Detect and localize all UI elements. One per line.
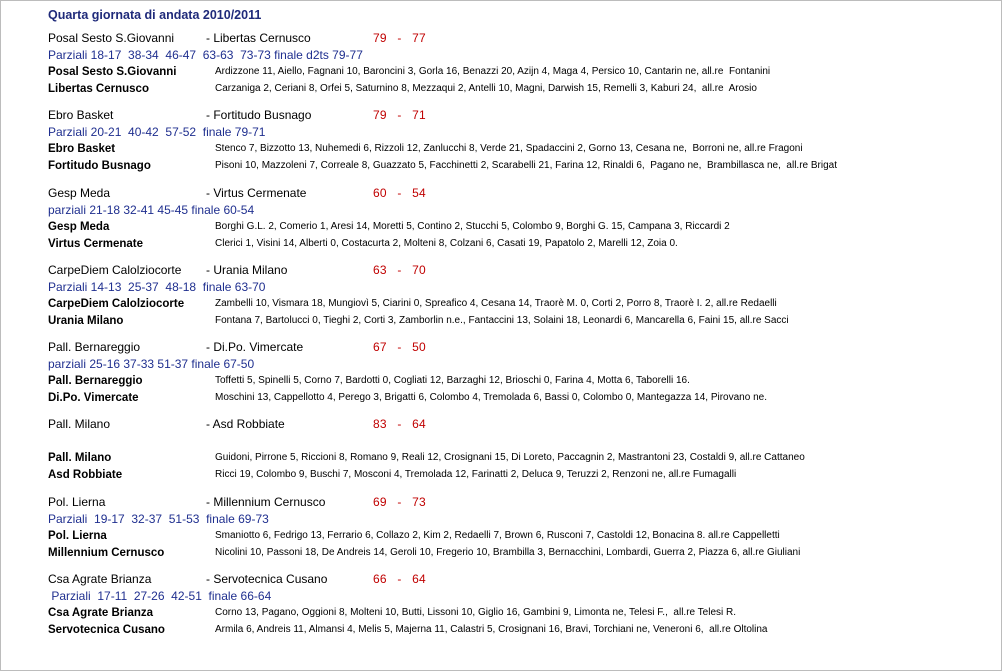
player-points: Corno 13, Pagano, Oggioni 8, Molteni 10, Butti, Lissoni 10, Giglio 16, Gambini 9, Limonta ne, Telesi F., all.re Telesi R.	[215, 607, 737, 618]
home-team: Gesp Meda	[48, 186, 111, 200]
lineup-team-name: Fortitudo Busnago	[48, 160, 151, 172]
final-score: 83 - 64	[373, 417, 426, 431]
home-team: Posal Sesto S.Giovanni	[48, 31, 175, 45]
home-team: Pall. Milano	[48, 417, 111, 431]
lineup-team-name: Pall. Milano	[48, 452, 112, 464]
away-team: - Millennium Cernusco	[206, 495, 326, 509]
quarter-partials: Parziali 17-11 27-26 42-51 finale 66-64	[48, 589, 272, 603]
lineup-team-name: Gesp Meda	[48, 221, 110, 233]
away-team: - Asd Robbiate	[206, 417, 285, 431]
home-team: CarpeDiem Calolziocorte	[48, 263, 182, 277]
quarter-partials: Parziali 20-21 40-42 57-52 finale 79-71	[48, 125, 266, 139]
quarter-partials: Parziali 14-13 25-37 48-18 finale 63-70	[48, 280, 266, 294]
final-score: 69 - 73	[373, 495, 426, 509]
player-points: Borghi G.L. 2, Comerio 1, Aresi 14, Moretti 5, Contino 2, Stucchi 5, Colombo 9, Borghi G. 15, Campana 3, Riccardi 2	[215, 221, 730, 232]
lineup-team-name: Urania Milano	[48, 315, 124, 327]
away-team: - Libertas Cernusco	[206, 31, 311, 45]
final-score: 79 - 71	[373, 108, 426, 122]
page-title: Quarta giornata di andata 2010/2011	[48, 8, 262, 22]
quarter-partials: Parziali 19-17 32-37 51-53 finale 69-73	[48, 512, 269, 526]
away-team: - Servotecnica Cusano	[206, 572, 328, 586]
away-team: - Urania Milano	[206, 263, 288, 277]
lineup-team-name: Libertas Cernusco	[48, 83, 149, 95]
home-team: Pol. Lierna	[48, 495, 106, 509]
away-team: - Di.Po. Vimercate	[206, 340, 304, 354]
player-points: Ricci 19, Colombo 9, Buschi 7, Mosconi 4, Tremolada 12, Farinatti 2, Deluca 9, Teruzzi 2, Renzoni ne, all.re Fumagalli	[215, 469, 737, 480]
lineup-team-name: Virtus Cermenate	[48, 238, 144, 250]
player-points: Carzaniga 2, Ceriani 8, Orfei 5, Saturnino 8, Mezzaqui 2, Antelli 10, Magni, Darwish 15, Remelli 3, Kaburi 24, all.re Arosio	[215, 83, 757, 94]
player-points: Clerici 1, Visini 14, Alberti 0, Costacurta 2, Molteni 8, Colzani 6, Casati 19, Papatolo 2, Marelli 12, Zoia 0.	[215, 238, 678, 249]
player-points: Zambelli 10, Vismara 18, Mungiovì 5, Ciarini 0, Spreafico 4, Cesana 14, Traorè M. 0, Corti 2, Porro 8, Traorè I. 2, all.re Redaelli	[215, 298, 777, 309]
player-points: Ardizzone 11, Aiello, Fagnani 10, Baroncini 3, Gorla 16, Benazzi 20, Azijn 4, Maga 4, Persico 10, Cantarin ne, all.re Fontanini	[215, 66, 771, 77]
lineup-team-name: Asd Robbiate	[48, 469, 123, 481]
lineup-team-name: Ebro Basket	[48, 143, 116, 155]
final-score: 79 - 77	[373, 31, 426, 45]
quarter-partials: Parziali 18-17 38-34 46-47 63-63 73-73 finale d2ts 79-77	[48, 48, 363, 62]
lineup-team-name: Servotecnica Cusano	[48, 624, 165, 636]
lineup-team-name: Pall. Bernareggio	[48, 375, 143, 387]
lineup-team-name: Millennium Cernusco	[48, 547, 165, 559]
home-team: Csa Agrate Brianza	[48, 572, 152, 586]
player-points: Fontana 7, Bartolucci 0, Tieghi 2, Corti 3, Zamborlin n.e., Fantaccini 13, Solaini 18, Leonardi 6, Mancarella 6, Faini 15, all.re Sacci	[215, 315, 789, 326]
lineup-team-name: Di.Po. Vimercate	[48, 392, 139, 404]
lineup-team-name: Csa Agrate Brianza	[48, 607, 154, 619]
player-points: Pisoni 10, Mazzoleni 7, Correale 8, Guazzato 5, Facchinetti 2, Scarabelli 21, Farina 12, Rinaldi 6, Pagano ne, Brambillasca ne, all.re Brigat	[215, 160, 837, 171]
lineup-team-name: Posal Sesto S.Giovanni	[48, 66, 177, 78]
player-points: Toffetti 5, Spinelli 5, Corno 7, Bardotti 0, Cogliati 12, Barzaghi 12, Brioschi 0, Farina 4, Motta 6, Taborelli 16.	[215, 375, 690, 386]
player-points: Armila 6, Andreis 11, Almansi 4, Melis 5, Majerna 11, Calastri 5, Crosignani 16, Bravi, Torchiani ne, Veneroni 6, all.re Oltolina	[215, 624, 768, 635]
player-points: Stenco 7, Bizzotto 13, Nuhemedi 6, Rizzoli 12, Zanlucchi 8, Verde 21, Spadaccini 2, Gorno 13, Cesana ne, Borroni ne, all.re Fragoni	[215, 143, 803, 154]
player-points: Moschini 13, Cappellotto 4, Perego 3, Brigatti 6, Colombo 4, Tremolada 6, Bassi 0, Colombo 0, Mantegazza 14, Pirovano ne.	[215, 392, 767, 403]
away-team: - Virtus Cermenate	[206, 186, 307, 200]
final-score: 60 - 54	[373, 186, 426, 200]
player-points: Smaniotto 6, Fedrigo 13, Ferrario 6, Collazo 2, Kim 2, Redaelli 7, Brown 6, Rusconi 7, Castoldi 12, Bonacina 8. all.re Cappelletti	[215, 530, 780, 541]
final-score: 67 - 50	[373, 340, 426, 354]
home-team: Ebro Basket	[48, 108, 114, 122]
final-score: 66 - 64	[373, 572, 426, 586]
final-score: 63 - 70	[373, 263, 426, 277]
player-points: Nicolini 10, Passoni 18, De Andreis 14, Geroli 10, Fregerio 10, Brambilla 3, Bernacchini, Lombardi, Guerra 2, Piazza 6, all.re Giuliani	[215, 547, 801, 558]
away-team: - Fortitudo Busnago	[206, 108, 312, 122]
home-team: Pall. Bernareggio	[48, 340, 141, 354]
player-points: Guidoni, Pirrone 5, Riccioni 8, Romano 9, Reali 12, Crosignani 15, Di Loreto, Paccagnin 2, Mastrantoni 23, Costaldi 9, all.re Cattaneo	[215, 452, 805, 463]
quarter-partials: parziali 21-18 32-41 45-45 finale 60-54	[48, 203, 255, 217]
lineup-team-name: Pol. Lierna	[48, 530, 107, 542]
quarter-partials: parziali 25-16 37-33 51-37 finale 67-50	[48, 357, 255, 371]
lineup-team-name: CarpeDiem Calolziocorte	[48, 298, 185, 310]
